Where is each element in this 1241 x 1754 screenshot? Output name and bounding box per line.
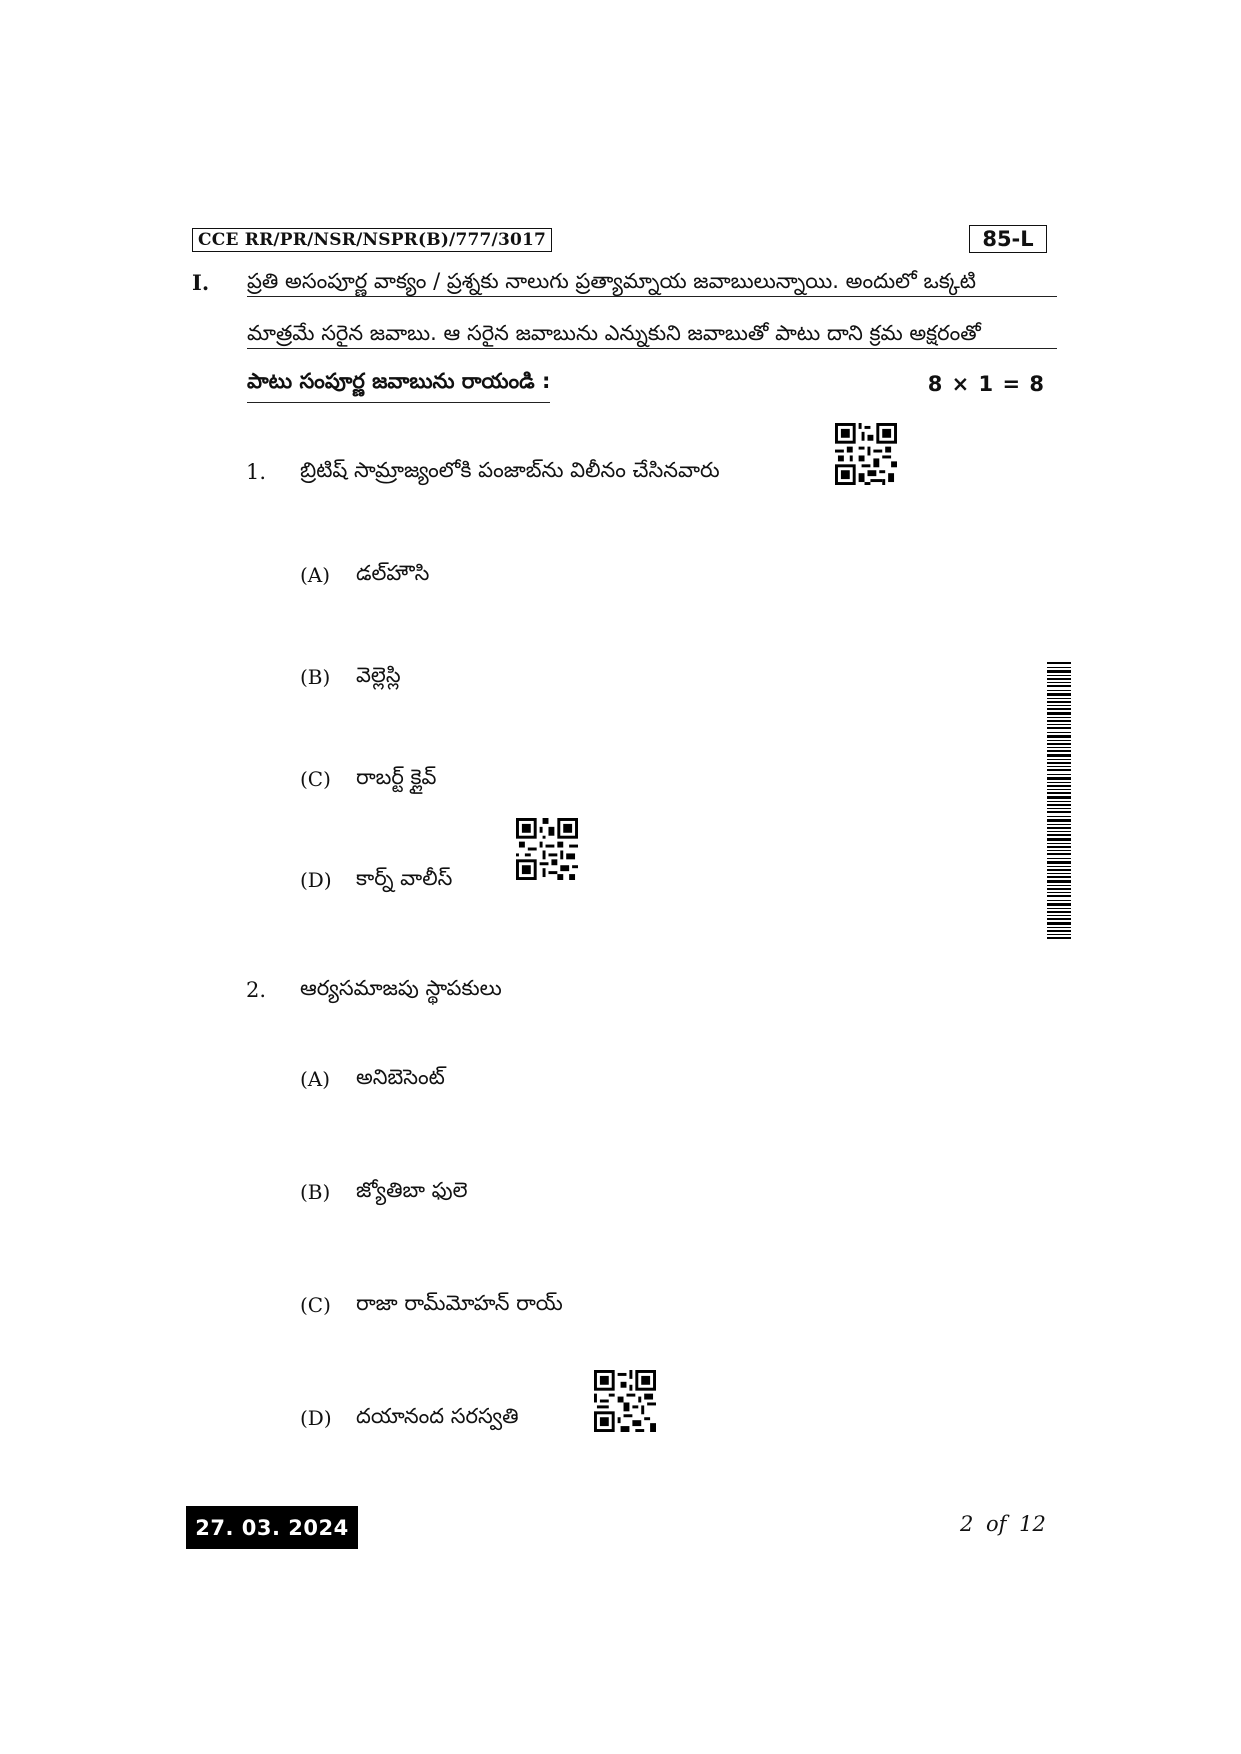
q1-option-c-letter: (C) (300, 767, 331, 791)
q1-option-b-letter: (B) (300, 665, 331, 689)
instruction-line-2: మాత్రమే సరైన జవాబు. ఆ సరైన జవాబును ఎన్నుకుని జవాబుతో పాటు దాని క్రమ అక్షరంతో (247, 318, 1057, 349)
q2-option-b-letter: (B) (300, 1180, 331, 1204)
question-1-number: 1. (246, 460, 267, 484)
q1-option-d-letter: (D) (300, 868, 332, 892)
exam-date: 27. 03. 2024 (186, 1506, 358, 1549)
barcode-icon (1047, 662, 1071, 940)
exam-code: CCE RR/PR/NSR/NSPR(B)/777/3017 (192, 228, 552, 252)
q2-option-c-text: రాజా రామ్‌మోహన్ రాయ్ (356, 1291, 563, 1315)
q1-option-d-text: కార్న్ వాలీస్ (356, 866, 453, 890)
qr-code-icon (594, 1370, 656, 1432)
question-2-text: ఆర్యసమాజపు స్థాపకులు (300, 976, 502, 1000)
section-marks: 8 × 1 = 8 (927, 372, 1045, 396)
q1-option-a-text: డల్‌హౌసి (356, 561, 430, 585)
q2-option-a-text: అనిబెసెంట్ (356, 1065, 445, 1089)
qr-code-icon (835, 423, 897, 485)
page-number: 2 of 12 (960, 1512, 1046, 1536)
q1-option-b-text: వెల్లెస్లి (356, 663, 401, 687)
section-number: I. (192, 270, 210, 295)
instruction-line-1: ప్రతి అసంపూర్ణ వాక్యం / ప్రశ్నకు నాలుగు ప్రత్యామ్నాయ జవాబులున్నాయి. అందులో ఒక్కటి (247, 266, 1057, 297)
q2-option-b-text: జ్యోతిబా ఫులె (356, 1178, 468, 1202)
q2-option-c-letter: (C) (300, 1293, 331, 1317)
paper-code: 85-L (969, 225, 1047, 253)
q1-option-c-text: రాబర్ట్ క్లైవ్ (356, 765, 437, 789)
q2-option-d-letter: (D) (300, 1406, 332, 1430)
question-2-number: 2. (246, 978, 267, 1002)
instruction-line-3 (247, 366, 550, 403)
qr-code-icon (516, 818, 578, 880)
q2-option-d-text: దయానంద సరస్వతి (356, 1404, 519, 1428)
q1-option-a-letter: (A) (300, 563, 331, 587)
q2-option-a-letter: (A) (300, 1067, 331, 1091)
question-1-text: బ్రిటిష్ సామ్రాజ్యంలోకి పంజాబ్‌ను విలీనం చేసినవారు (300, 458, 720, 482)
instruction-line-3-text: పాటు సంపూర్ణ జవాబును రాయండి : (247, 366, 550, 403)
